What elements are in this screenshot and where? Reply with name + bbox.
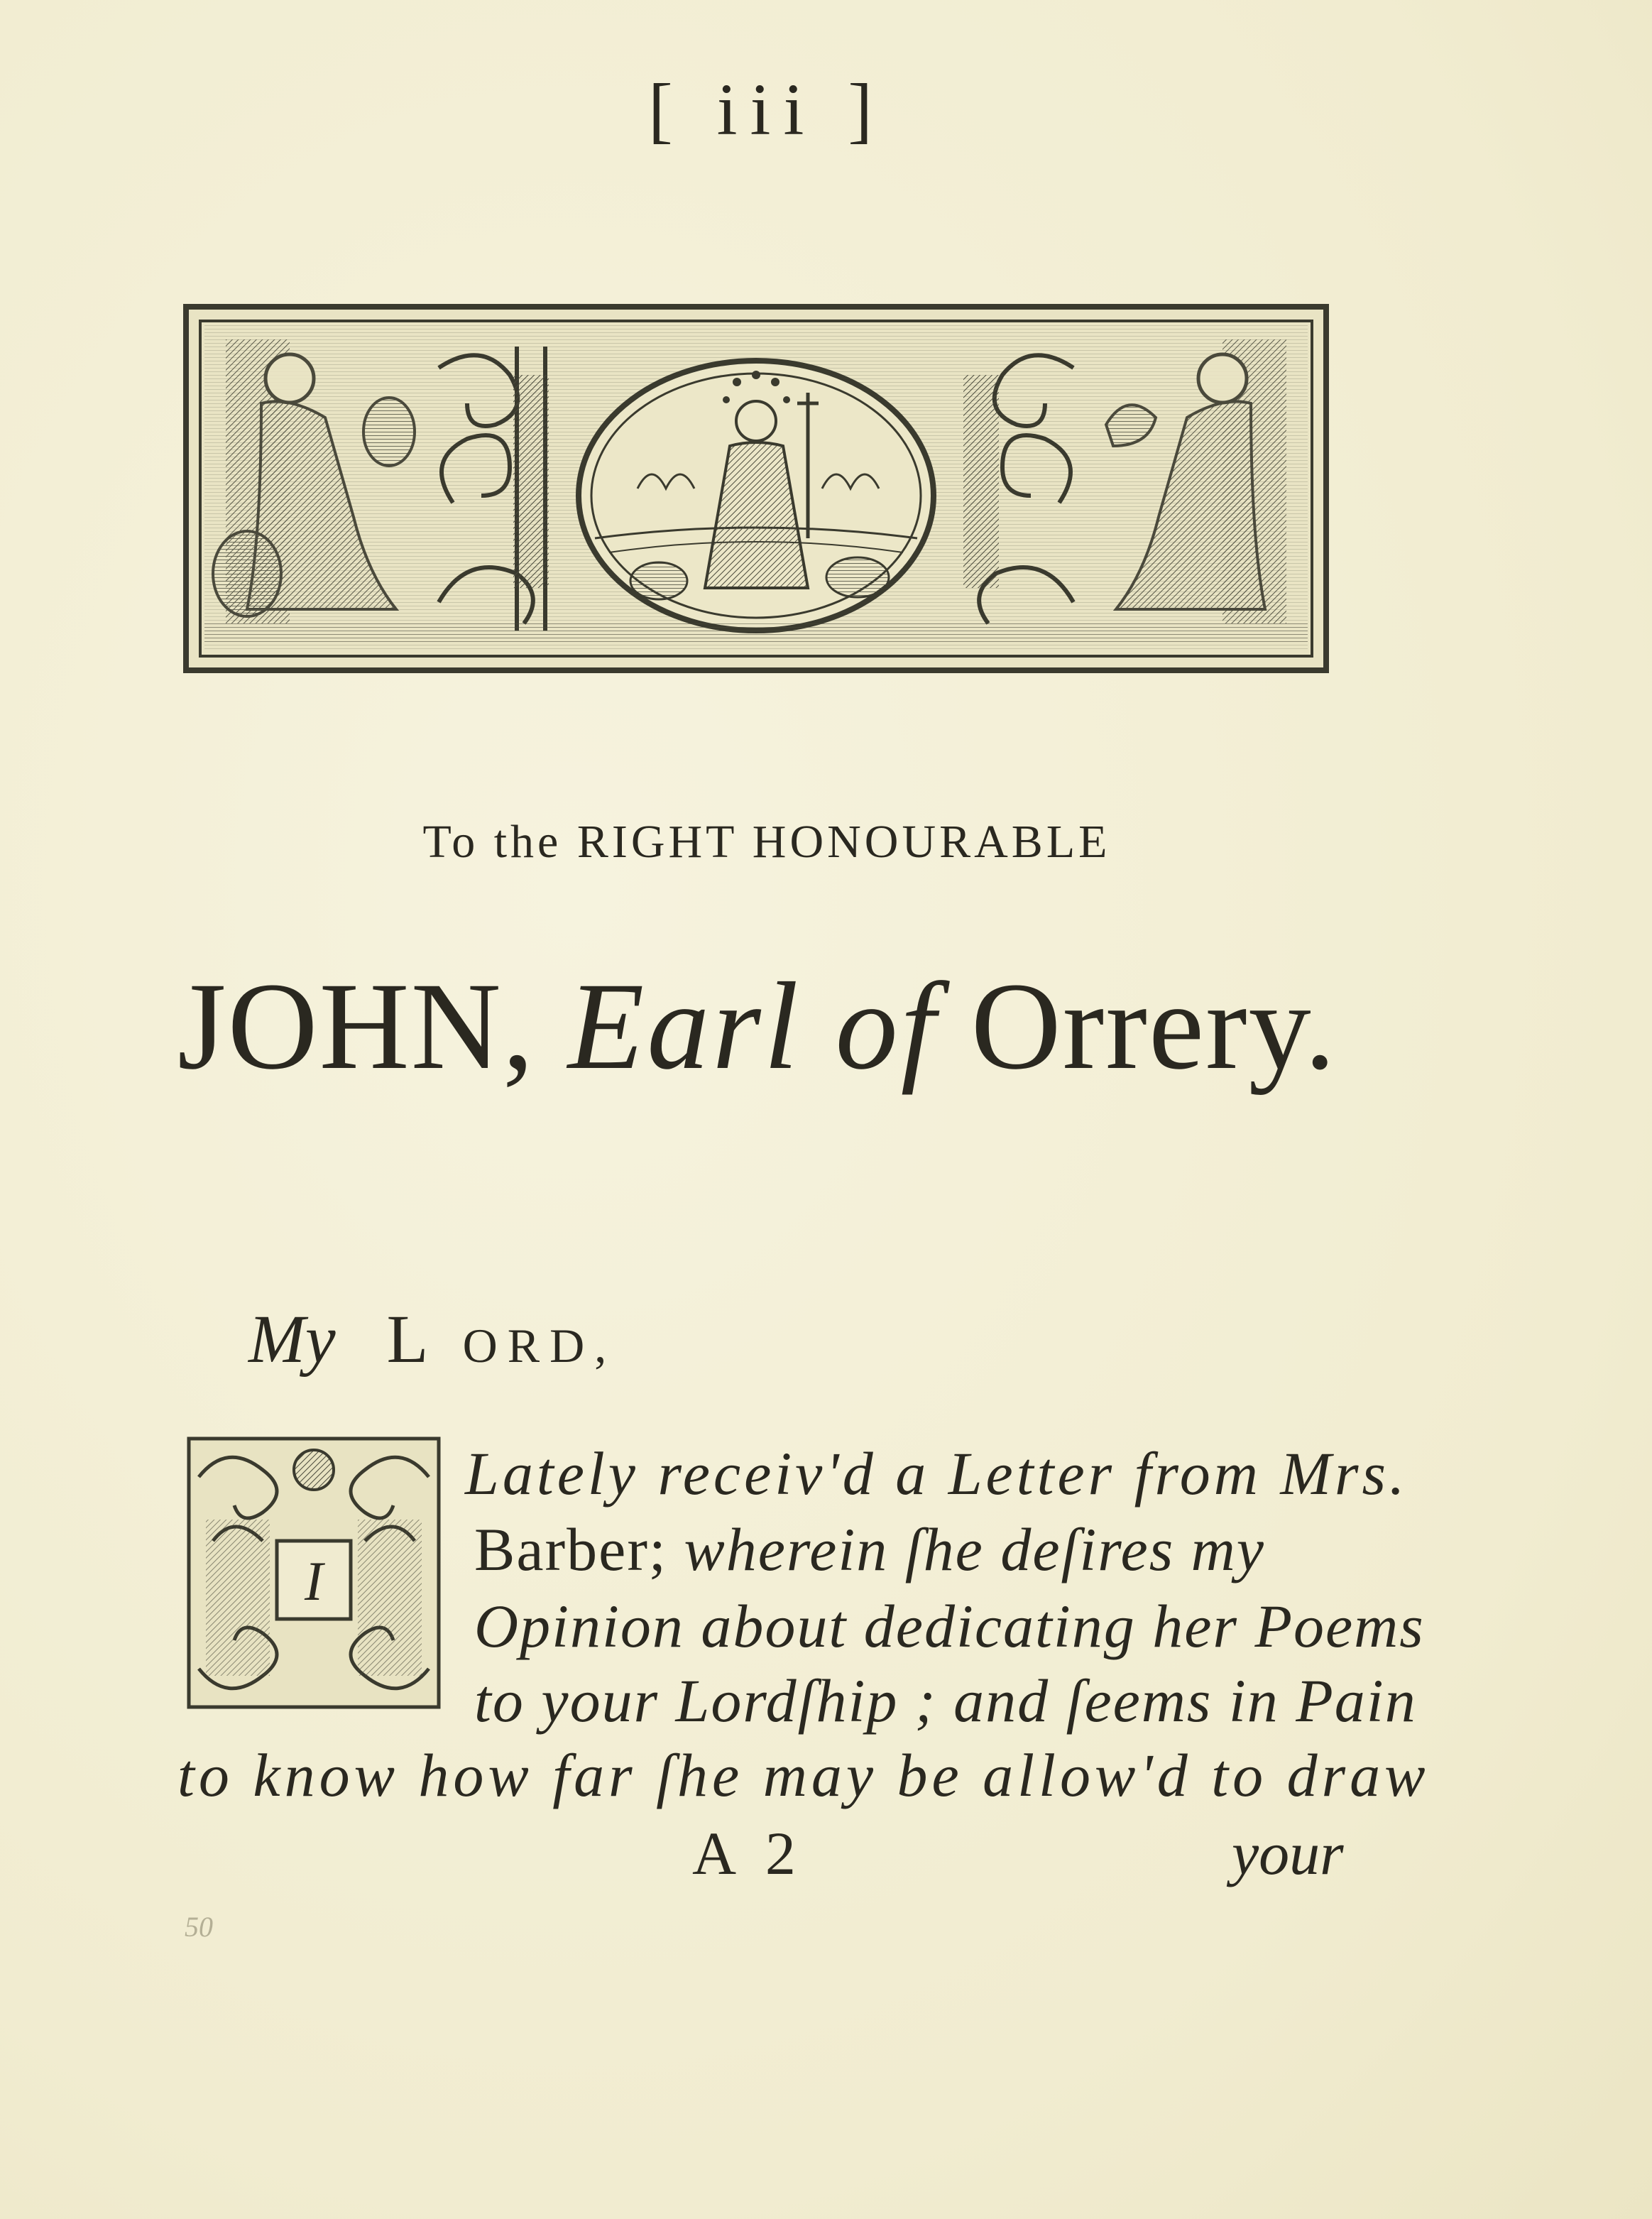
pencil-annotation: 50 — [185, 1911, 213, 1943]
body-line-2-rest: wherein ſhe deſires my — [667, 1515, 1265, 1583]
title-name: JOHN, — [177, 957, 535, 1096]
central-medallion — [579, 361, 934, 631]
catchword: your — [1232, 1819, 1344, 1887]
title-rank: Earl of — [567, 957, 939, 1096]
body-line-2 — [474, 1514, 1265, 1585]
dedication-line: To the RIGHT HONOURABLE — [422, 816, 1111, 868]
signature-mark: A 2 — [692, 1819, 804, 1887]
salutation-my: My — [248, 1301, 336, 1377]
show-through-text — [177, 213, 196, 278]
salutation — [248, 1299, 616, 1378]
body-name-barber: Barber; — [474, 1515, 667, 1583]
salutation-lord-initial: L — [386, 1301, 436, 1377]
body-line-4: to your Lordſhip ; and ſeems in Pain — [474, 1667, 1417, 1735]
drop-capital-ornament — [185, 1434, 443, 1711]
body-line-5: to know how far ſhe may be allow'd to draw — [177, 1741, 1430, 1809]
salutation-lord-rest: ORD, — [462, 1319, 617, 1373]
salutation-lord — [387, 1301, 617, 1377]
body-line-3: Opinion about dedicating her Poems — [474, 1592, 1425, 1660]
drop-capital-letter: I — [305, 1550, 323, 1612]
headpiece-ornament — [183, 304, 1329, 673]
page-number: [ iii ] — [648, 69, 885, 151]
body-line-1: Lately receiv'd a Letter from Mrs. — [465, 1439, 1408, 1507]
title-place: Orrery. — [970, 957, 1338, 1096]
dedicatee-title — [177, 955, 1337, 1098]
